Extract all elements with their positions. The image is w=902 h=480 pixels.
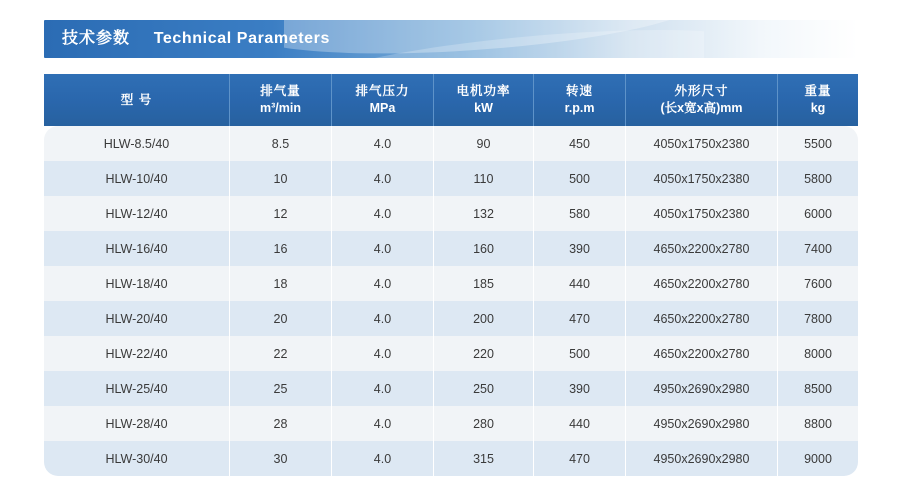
- cell-model: HLW-30/40: [44, 441, 230, 476]
- cell-speed: 470: [534, 301, 626, 336]
- technical-parameters-table: [44, 74, 858, 476]
- table-row: [44, 161, 858, 196]
- table-row: [44, 231, 858, 266]
- cell-power: 160: [434, 231, 534, 266]
- cell-weight: 7600: [778, 266, 858, 301]
- cell-dimensions: 4050x1750x2380: [626, 196, 778, 231]
- cell-speed: 580: [534, 196, 626, 231]
- table-row: [44, 441, 858, 476]
- table-header-row: [44, 74, 858, 126]
- column-header-dimensions-line2: (长x宽x高)mm: [660, 101, 743, 115]
- cell-flow: 8.5: [230, 126, 332, 161]
- table-row: [44, 266, 858, 301]
- column-header-dimensions: [626, 74, 778, 126]
- cell-pressure: 4.0: [332, 266, 434, 301]
- table-row: [44, 371, 858, 406]
- cell-dimensions: 4050x1750x2380: [626, 161, 778, 196]
- cell-pressure: 4.0: [332, 301, 434, 336]
- table-row: [44, 336, 858, 371]
- cell-model: HLW-12/40: [44, 196, 230, 231]
- cell-speed: 500: [534, 161, 626, 196]
- cell-weight: 5500: [778, 126, 858, 161]
- cell-flow: 30: [230, 441, 332, 476]
- page-title-chinese: 技术参数: [62, 30, 131, 47]
- cell-flow: 12: [230, 196, 332, 231]
- cell-weight: 5800: [778, 161, 858, 196]
- spec-table-container: [44, 74, 858, 476]
- cell-pressure: 4.0: [332, 406, 434, 441]
- section-banner: [44, 20, 858, 58]
- cell-pressure: 4.0: [332, 161, 434, 196]
- cell-dimensions: 4650x2200x2780: [626, 266, 778, 301]
- column-header-speed: [534, 74, 626, 126]
- cell-dimensions: 4950x2690x2980: [626, 441, 778, 476]
- cell-speed: 440: [534, 406, 626, 441]
- cell-speed: 390: [534, 371, 626, 406]
- cell-flow: 16: [230, 231, 332, 266]
- cell-dimensions: 4650x2200x2780: [626, 231, 778, 266]
- cell-power: 220: [434, 336, 534, 371]
- cell-dimensions: 4650x2200x2780: [626, 336, 778, 371]
- column-header-weight-line1: 重量: [804, 84, 832, 99]
- cell-model: HLW-25/40: [44, 371, 230, 406]
- cell-flow: 22: [230, 336, 332, 371]
- table-row: [44, 301, 858, 336]
- page-title: [62, 20, 330, 58]
- cell-power: 110: [434, 161, 534, 196]
- cell-weight: 7400: [778, 231, 858, 266]
- cell-speed: 440: [534, 266, 626, 301]
- cell-speed: 450: [534, 126, 626, 161]
- cell-power: 250: [434, 371, 534, 406]
- cell-pressure: 4.0: [332, 196, 434, 231]
- cell-pressure: 4.0: [332, 371, 434, 406]
- cell-weight: 8000: [778, 336, 858, 371]
- column-header-speed-line2: r.p.m: [564, 101, 595, 115]
- cell-power: 280: [434, 406, 534, 441]
- cell-dimensions: 4950x2690x2980: [626, 371, 778, 406]
- column-header-model-line1: 型 号: [120, 92, 153, 107]
- cell-model: HLW-8.5/40: [44, 126, 230, 161]
- cell-model: HLW-22/40: [44, 336, 230, 371]
- column-header-weight: [778, 74, 858, 126]
- cell-flow: 18: [230, 266, 332, 301]
- cell-model: HLW-18/40: [44, 266, 230, 301]
- cell-pressure: 4.0: [332, 336, 434, 371]
- cell-speed: 390: [534, 231, 626, 266]
- table-row: [44, 196, 858, 231]
- cell-speed: 470: [534, 441, 626, 476]
- table-row: [44, 126, 858, 161]
- cell-flow: 25: [230, 371, 332, 406]
- banner-swoosh-decoration: [284, 20, 704, 58]
- cell-pressure: 4.0: [332, 231, 434, 266]
- table-header: [44, 74, 858, 126]
- cell-pressure: 4.0: [332, 441, 434, 476]
- cell-weight: 8500: [778, 371, 858, 406]
- cell-dimensions: 4650x2200x2780: [626, 301, 778, 336]
- cell-pressure: 4.0: [332, 126, 434, 161]
- cell-model: HLW-16/40: [44, 231, 230, 266]
- cell-model: HLW-10/40: [44, 161, 230, 196]
- column-header-flow-line1: 排气量: [260, 84, 301, 99]
- column-header-flow: [230, 74, 332, 126]
- cell-flow: 10: [230, 161, 332, 196]
- cell-power: 185: [434, 266, 534, 301]
- column-header-model: [44, 74, 230, 126]
- cell-power: 315: [434, 441, 534, 476]
- cell-flow: 28: [230, 406, 332, 441]
- column-header-power-line2: kW: [474, 101, 493, 115]
- column-header-flow-line2: m³/min: [260, 101, 301, 115]
- cell-model: HLW-28/40: [44, 406, 230, 441]
- column-header-speed-line1: 转速: [565, 84, 593, 99]
- cell-power: 132: [434, 196, 534, 231]
- table-body: [44, 126, 858, 476]
- cell-flow: 20: [230, 301, 332, 336]
- cell-power: 200: [434, 301, 534, 336]
- column-header-pressure: [332, 74, 434, 126]
- cell-weight: 7800: [778, 301, 858, 336]
- cell-dimensions: 4050x1750x2380: [626, 126, 778, 161]
- cell-dimensions: 4950x2690x2980: [626, 406, 778, 441]
- column-header-power: [434, 74, 534, 126]
- table-row: [44, 406, 858, 441]
- column-header-pressure-line1: 排气压力: [355, 84, 410, 99]
- cell-power: 90: [434, 126, 534, 161]
- column-header-power-line1: 电机功率: [456, 84, 511, 99]
- column-header-dimensions-line1: 外形尺寸: [674, 84, 729, 99]
- cell-weight: 9000: [778, 441, 858, 476]
- cell-model: HLW-20/40: [44, 301, 230, 336]
- column-header-pressure-line2: MPa: [369, 101, 396, 115]
- page-title-english: Technical Parameters: [153, 30, 330, 47]
- column-header-weight-line2: kg: [810, 101, 826, 115]
- cell-speed: 500: [534, 336, 626, 371]
- cell-weight: 8800: [778, 406, 858, 441]
- cell-weight: 6000: [778, 196, 858, 231]
